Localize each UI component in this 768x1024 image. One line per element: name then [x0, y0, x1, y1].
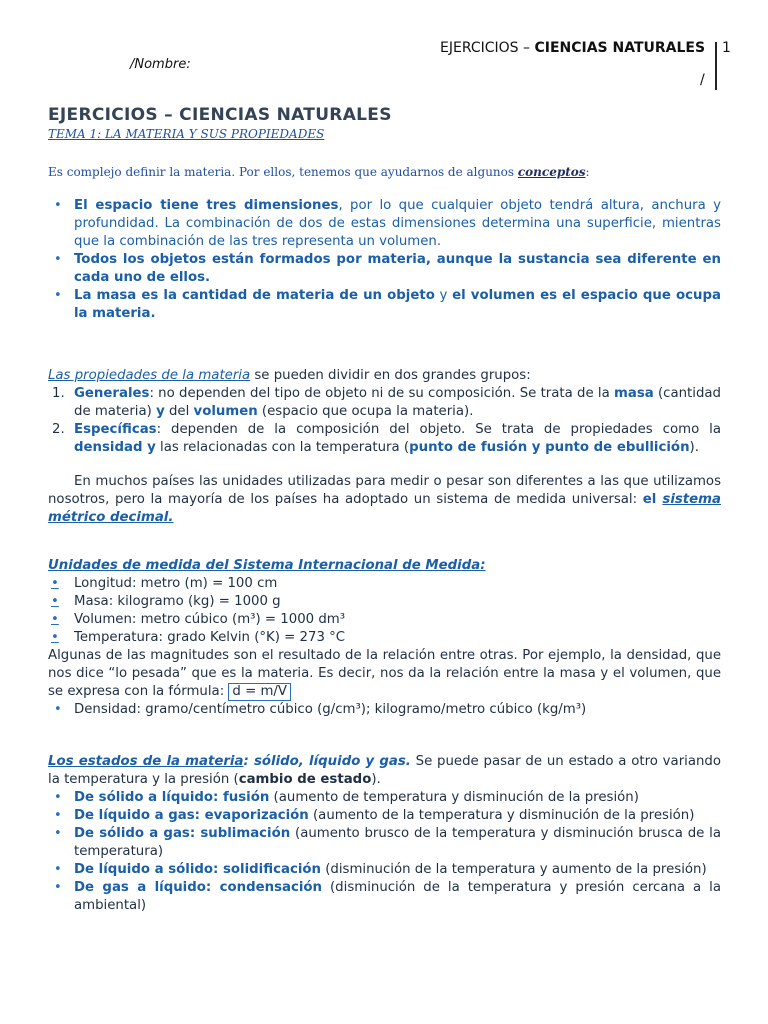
- running-header-prefix: EJERCICIOS –: [440, 40, 531, 56]
- list-item: [48, 575, 721, 593]
- density-units: Densidad: gramo/centímetro cúbico (g/cm³); kilogramo/metro cúbico (kg/m³): [74, 702, 587, 717]
- bullet-icon: •: [54, 826, 62, 841]
- concept-bold: El espacio tiene tres dimensiones: [74, 198, 339, 213]
- state-bold: De líquido a gas: evaporización: [74, 808, 309, 823]
- unit-text: Volumen: metro cúbico (m³) = 1000 dm³: [74, 612, 346, 627]
- intro-end: :: [585, 165, 590, 179]
- list-item: [48, 807, 721, 825]
- properties-list: [48, 385, 721, 457]
- states-intro-end: ).: [371, 772, 381, 787]
- list-item: [48, 701, 721, 719]
- list-item: [48, 611, 721, 629]
- state-bold: De líquido a sólido: solidificación: [74, 862, 321, 877]
- prop-bold: densidad y: [74, 440, 156, 455]
- concept-mid: y: [434, 288, 453, 303]
- properties-heading: [48, 367, 721, 385]
- units-section: [48, 557, 721, 719]
- concepts-list: [48, 197, 721, 323]
- running-header: [440, 40, 705, 56]
- prop-text: : dependen de la composición del objeto. Se trata de propiedades como la: [156, 422, 721, 437]
- units-list: [48, 575, 721, 647]
- list-item: [48, 629, 721, 647]
- concept-rest: , por lo que cualquier objeto tendrá altura, anchura y profundidad. La combinación de dos de estas dimensiones determina una superficie, mientras que la combinación de las tres representa un volumen.: [74, 198, 721, 249]
- prop-bold: y: [156, 404, 165, 419]
- states-intro: [48, 753, 721, 789]
- state-rest: (disminución de la temperatura y presión cercana a la ambiental): [74, 880, 721, 913]
- list-number: 2.: [52, 422, 65, 437]
- list-item: [48, 385, 721, 421]
- unit-text: Longitud: metro (m) = 100 cm: [74, 576, 278, 591]
- intro-paragraph: [48, 164, 721, 180]
- bullet-icon: •: [54, 252, 62, 267]
- unit-text: Temperatura: grado Kelvin (°K) = 273 °C: [74, 630, 346, 645]
- list-item: [48, 421, 721, 457]
- prop-bold: Específicas: [74, 422, 157, 437]
- states-heading: Los estados de la materia: [48, 754, 244, 769]
- concept-bold: La masa es la cantidad de materia de un objeto: [74, 288, 435, 303]
- page-subtitle: TEMA 1: LA MATERIA Y SUS PROPIEDADES: [48, 127, 325, 141]
- state-bold: De sólido a líquido: fusión: [74, 790, 270, 805]
- prop-bold: punto de fusión y punto de ebullición: [409, 440, 690, 455]
- page-number: 1: [722, 40, 731, 56]
- prop-text: del: [164, 404, 194, 419]
- states-heading-rest: : sólido, líquido y gas.: [243, 754, 411, 769]
- list-item: [48, 593, 721, 611]
- prop-bold: Generales: [74, 386, 150, 401]
- prop-bold: masa: [614, 386, 654, 401]
- running-header-strong: CIENCIAS NATURALES: [534, 40, 706, 56]
- bullet-icon: •: [51, 594, 59, 609]
- name-label: /Nombre:: [130, 57, 191, 72]
- properties-heading-link: Las propiedades de la materia: [48, 368, 251, 383]
- state-rest: (aumento de la temperatura y disminución de la presión): [308, 808, 695, 823]
- unit-text: Masa: kilogramo (kg) = 1000 g: [74, 594, 281, 609]
- bullet-icon: •: [51, 612, 59, 627]
- bullet-icon: •: [51, 576, 59, 591]
- bullet-icon: •: [54, 790, 62, 805]
- concept-bold-2: el volumen es el espacio que ocupa la materia.: [74, 288, 721, 321]
- states-intro-bold: cambio de estado: [238, 772, 372, 787]
- density-text: Algunas de las magnitudes son el resultado de la relación entre otras. Por ejemplo, la densidad, que nos dice “lo pesada” que es la materia. Es decir, nos da la relación entre la masa y el volumen, que se expresa con la fórmula:: [48, 648, 721, 699]
- units-heading: Unidades de medida del Sistema Internacional de Medida:: [48, 558, 486, 573]
- metric-emphasis: sistema métrico decimal.: [48, 492, 721, 525]
- prop-text: (espacio que ocupa la materia).: [257, 404, 474, 419]
- list-item: [48, 861, 721, 879]
- bullet-icon: •: [54, 808, 62, 823]
- list-item: [48, 197, 721, 251]
- header-divider: [715, 42, 717, 90]
- states-intro-text: Se puede pasar de un estado a otro variando la temperatura y la presión (: [48, 754, 722, 787]
- prop-text: ).: [689, 440, 699, 455]
- metric-text: En muchos países las unidades utilizadas para medir o pesar son diferentes a las que utilizamos nosotros, pero la mayoría de los países ha adoptado un sistema de medida universal:: [48, 474, 721, 507]
- intro-keyword: conceptos: [517, 165, 586, 179]
- bullet-icon: •: [54, 862, 62, 877]
- list-item: [48, 251, 721, 287]
- density-list: [48, 701, 721, 719]
- list-item: [48, 287, 721, 323]
- header-slash: /: [700, 72, 705, 88]
- prop-text: las relacionadas con la temperatura (: [155, 440, 410, 455]
- metric-paragraph: [48, 473, 721, 527]
- metric-bold: el: [642, 492, 663, 507]
- list-item: [48, 789, 721, 807]
- list-number: 1.: [52, 386, 65, 401]
- bullet-icon: •: [54, 880, 62, 895]
- formula-box: d = m/V: [228, 683, 291, 701]
- document-body: [48, 104, 721, 915]
- properties-section: [48, 367, 721, 527]
- states-list: [48, 789, 721, 915]
- state-bold: De sólido a gas: sublimación: [74, 826, 291, 841]
- page-title: EJERCICIOS – CIENCIAS NATURALES: [48, 105, 392, 125]
- bullet-icon: •: [54, 702, 62, 717]
- states-section: [48, 753, 721, 915]
- state-rest: (aumento brusco de la temperatura y disminución brusca de la temperatura): [74, 826, 721, 859]
- bullet-icon: •: [51, 630, 59, 645]
- prop-text: (cantidad de materia): [74, 386, 721, 419]
- prop-bold: volumen: [193, 404, 258, 419]
- list-item: [48, 879, 721, 915]
- properties-heading-rest: se pueden dividir en dos grandes grupos:: [250, 368, 531, 383]
- prop-text: : no dependen del tipo de objeto ni de su composición. Se trata de la: [149, 386, 614, 401]
- bullet-icon: •: [54, 198, 62, 213]
- state-bold: De gas a líquido: condensación: [74, 880, 323, 895]
- bullet-icon: •: [54, 288, 62, 303]
- list-item: [48, 825, 721, 861]
- state-rest: (disminución de la temperatura y aumento de la presión): [321, 862, 707, 877]
- intro-text: Es complejo definir la materia. Por ellos, tenemos que ayudarnos de algunos: [48, 165, 518, 179]
- density-paragraph: [48, 647, 721, 701]
- state-rest: (aumento de temperatura y disminución de la presión): [269, 790, 639, 805]
- concept-bold: Todos los objetos están formados por materia, aunque la sustancia sea diferente en cada uno de ellos.: [74, 252, 721, 285]
